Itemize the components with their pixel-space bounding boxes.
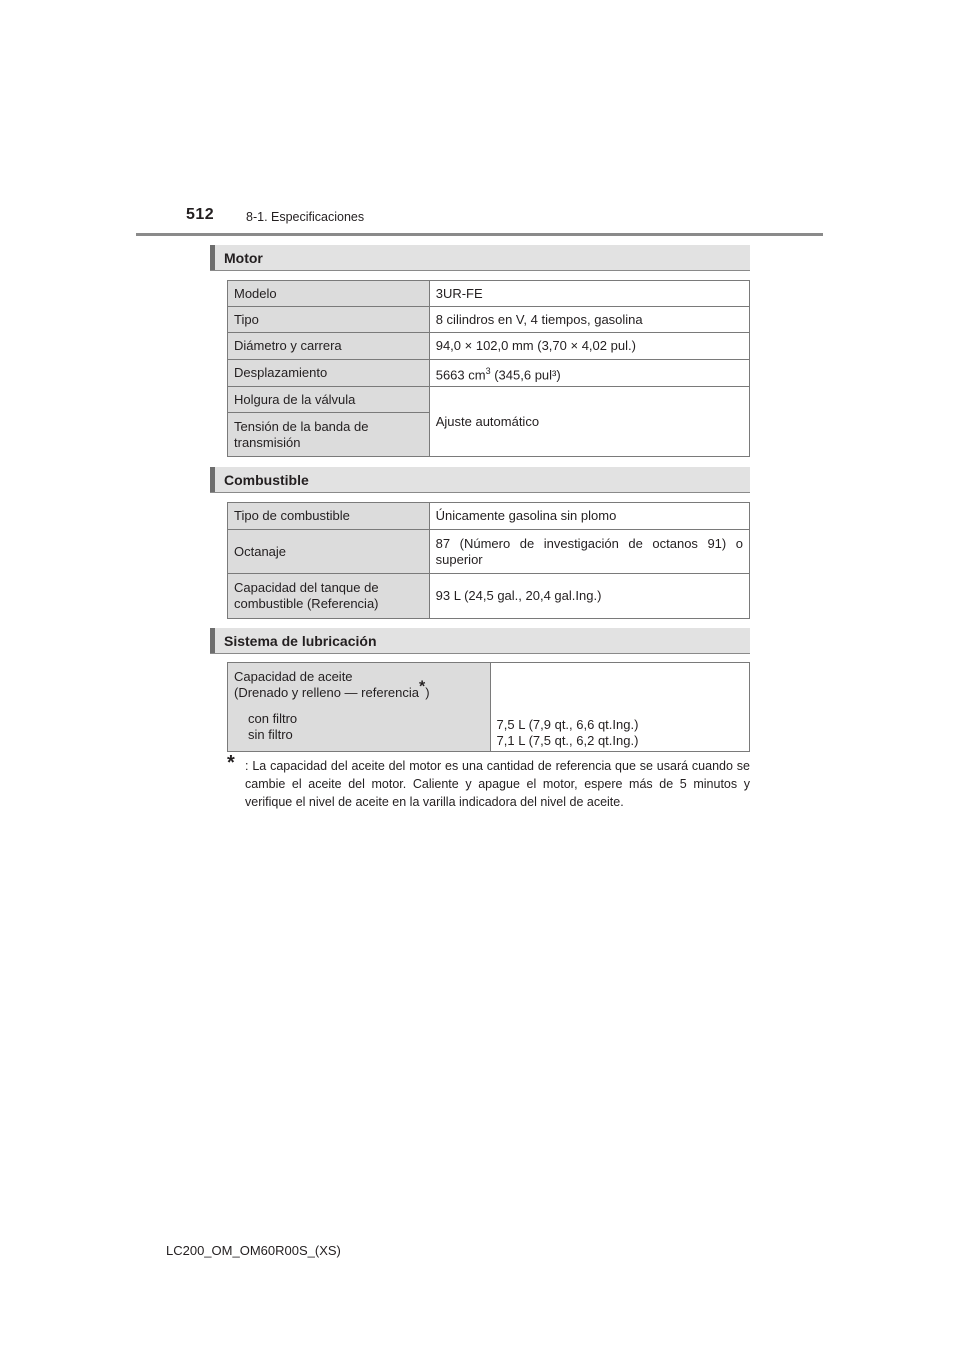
spec-value: 93 L (24,5 gal., 20,4 gal.Ing.): [429, 574, 749, 619]
section-bar: [210, 467, 215, 492]
spec-value: [429, 360, 749, 387]
value-line: 7,1 L (7,5 qt., 6,2 qt.Ing.): [496, 733, 639, 748]
section-bar: [210, 628, 215, 653]
chapter-title: 8-1. Especificaciones: [246, 210, 365, 224]
value-rest: (345,6 pul³): [490, 367, 561, 383]
lubricacion-table: [227, 662, 750, 752]
spec-value: 3UR-FE: [429, 281, 749, 307]
table-row: [228, 307, 750, 333]
section-lubricacion-header: [210, 628, 750, 654]
value-line: 87 (Número de investigación de octanos 91) o: [435, 535, 743, 551]
value-main: 5663 cm: [435, 367, 486, 383]
table-row: [228, 281, 750, 307]
page-number: 512: [186, 206, 215, 223]
value-line: superior: [435, 551, 483, 567]
footnote-mark: *: [227, 752, 235, 774]
spec-value-shared: Ajuste automático: [429, 387, 749, 457]
spec-key: Modelo: [228, 281, 430, 307]
value-line: 7,5 L (7,9 qt., 6,6 qt.Ing.): [496, 717, 639, 732]
sub-key: sin filtro: [248, 727, 293, 742]
spec-key: [228, 574, 430, 619]
key-text: (Drenado y relleno — referencia: [234, 685, 419, 700]
spec-key: Tipo: [228, 307, 430, 333]
spec-value: [490, 663, 749, 752]
header-rule: [136, 233, 823, 236]
key-line: Capacidad de aceite: [234, 669, 353, 684]
table-row: [228, 360, 750, 387]
footnote: [227, 752, 750, 811]
sub-key: con filtro: [248, 711, 298, 726]
spec-value: 8 cilindros en V, 4 tiempos, gasolina: [429, 307, 749, 333]
spec-key: Octanaje: [228, 530, 430, 574]
key-line: combustible (Referencia): [234, 596, 379, 611]
spec-value: Únicamente gasolina sin plomo: [429, 503, 749, 530]
spec-key: Tipo de combustible: [228, 503, 430, 530]
footer-code: LC200_OM_OM60R00S_(XS): [166, 1243, 341, 1258]
section-combustible-header: [210, 467, 750, 493]
key-line: [234, 678, 484, 701]
key-line: Capacidad del tanque de: [234, 580, 379, 595]
combustible-table: [227, 502, 750, 619]
section-title: Sistema de lubricación: [224, 633, 377, 649]
footnote-ref: *: [418, 678, 426, 696]
spec-value: 94,0 × 102,0 mm (3,70 × 4,02 pul.): [429, 333, 749, 360]
motor-table: [227, 280, 750, 457]
table-row: [228, 530, 750, 574]
spec-key: Tensión de la banda de transmisión: [228, 413, 430, 457]
section-title: Motor: [224, 250, 263, 266]
spec-key: [228, 663, 491, 752]
spec-key: Desplazamiento: [228, 360, 430, 387]
section-title: Combustible: [224, 472, 309, 488]
section-motor-header: [210, 245, 750, 271]
key-text: ): [425, 685, 430, 700]
section-bar: [210, 245, 215, 270]
table-row: [228, 503, 750, 530]
table-row: [228, 663, 750, 752]
table-row: [228, 387, 750, 413]
value-superscript: 3: [485, 365, 491, 376]
spec-key: Holgura de la válvula: [228, 387, 430, 413]
spec-key: Diámetro y carrera: [228, 333, 430, 360]
table-row: [228, 574, 750, 619]
table-row: [228, 333, 750, 360]
footnote-text: : La capacidad del aceite del motor es una cantidad de referencia que se usará cuando se cambie el aceite del motor. Caliente y apague el motor, espere más de 5 minutos y verifique el nivel de aceite en la varilla indicadora del nivel de aceite.: [245, 759, 750, 809]
spec-value: [429, 530, 749, 574]
